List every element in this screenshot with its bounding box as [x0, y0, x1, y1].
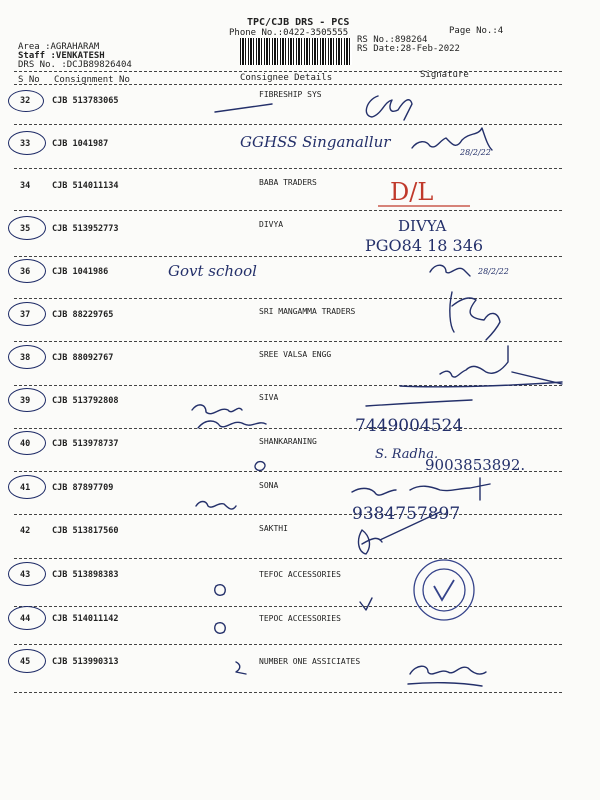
row-consignment: CJB 513817560	[52, 526, 119, 536]
drs-number: DRS No. :DCJB89826404	[18, 60, 132, 70]
row-consignment: CJB 1041987	[52, 139, 109, 149]
signature-scribble	[198, 421, 266, 428]
row-sno: 33	[20, 139, 31, 149]
handwritten-number: 9384757897	[352, 504, 461, 524]
row-consignee: DIVYA	[259, 220, 284, 229]
signature-scribble	[366, 400, 472, 406]
phone-number: Phone No.:0422-3505555	[229, 28, 349, 38]
signature-scribble	[192, 405, 242, 414]
row-sno: 43	[20, 570, 31, 580]
signature-scribble	[215, 623, 226, 634]
signature-scribble	[440, 346, 562, 384]
row-consignment: CJB 513978737	[52, 439, 119, 449]
signature-scribble	[412, 128, 492, 150]
row-consignment: CJB 513990313	[52, 657, 119, 667]
row-consignee: SHANKARANING	[259, 437, 317, 446]
row-sno: 37	[20, 310, 31, 320]
row-consignment: CJB 514011134	[52, 181, 119, 191]
row-consignee: FIBRESHIP SYS	[259, 90, 322, 99]
signature-scribble	[400, 382, 562, 387]
document-title: TPC/CJB DRS - PCS	[247, 17, 350, 28]
column-signature: Signature	[420, 70, 469, 80]
row-sno: 44	[20, 614, 31, 624]
row-consignment: CJB 513792808	[52, 396, 119, 406]
signature-scribble	[359, 512, 440, 554]
handwritten-name: S. Radha.	[375, 447, 439, 462]
row-sno: 35	[20, 224, 31, 234]
signature-scribble	[450, 292, 500, 340]
staff-label: Staff :VENKATESH	[18, 51, 105, 61]
row-consignment: CJB 514011142	[52, 614, 119, 624]
row-sno: 38	[20, 353, 31, 363]
handwritten-number: 9003853892.	[425, 456, 526, 474]
row-sno: 34	[20, 181, 31, 191]
signature-scribble	[196, 502, 236, 510]
rs-date: RS Date:28-Feb-2022	[357, 44, 460, 54]
signature-scribble	[255, 462, 265, 471]
row-consignee: SREE VALSA ENGG	[259, 350, 332, 359]
handwritten-name: Govt school	[168, 262, 257, 280]
row-consignment: CJB 88229765	[52, 310, 114, 320]
signature-scribble	[215, 585, 226, 596]
row-consignment: CJB 1041986	[52, 267, 109, 277]
column-consignment: Consignment No	[54, 75, 130, 85]
signature-scribble	[215, 104, 272, 112]
row-consignee: NUMBER ONE ASSICIATES	[259, 657, 361, 666]
row-consignment: CJB 513952773	[52, 224, 119, 234]
row-consignment: CJB 513783065	[52, 96, 119, 106]
row-consignment: CJB 88092767	[52, 353, 114, 363]
area-label: Area :AGRAHARAM	[18, 42, 100, 52]
signature-scribble	[360, 598, 372, 610]
row-sno: 41	[20, 483, 31, 493]
signature-scribble	[352, 478, 490, 500]
row-consignment: CJB 513898383	[52, 570, 119, 580]
handwritten-date: 28/2/22	[478, 267, 509, 276]
row-sno: 45	[20, 657, 31, 667]
handwritten-mark: D/L	[390, 178, 434, 206]
row-sno: 40	[20, 439, 31, 449]
row-consignee: SONA	[259, 481, 279, 490]
signature-scribble	[236, 662, 246, 674]
row-consignment: CJB 87897709	[52, 483, 114, 493]
rs-number: RS No.:898264	[357, 35, 428, 45]
handwritten-number: 7449004524	[355, 416, 464, 436]
signature-scribble	[430, 265, 470, 276]
row-consignee: TEPOC ACCESSORIES	[259, 614, 341, 623]
page-number: Page No.:4	[449, 26, 504, 36]
row-consignee: TEFOC ACCESSORIES	[259, 570, 341, 579]
column-consignee: Consignee Details	[240, 73, 333, 83]
column-sno: S No	[18, 75, 40, 85]
signature-scribble	[408, 666, 486, 686]
handwritten-name: GGHSS Singanallur	[240, 133, 391, 151]
row-consignee: BABA TRADERS	[259, 178, 317, 187]
handwritten-date: 28/2/22	[460, 148, 491, 157]
row-consignee: SIVA	[259, 393, 279, 402]
row-sno: 32	[20, 96, 31, 106]
handwritten-name: DIVYA	[398, 217, 447, 235]
row-consignee: SRI MANGAMMA TRADERS	[259, 307, 356, 316]
signature-scribble	[366, 96, 412, 120]
row-sno: 36	[20, 267, 31, 277]
row-consignee: SAKTHI	[259, 524, 288, 533]
row-sno: 42	[20, 526, 31, 536]
row-sno: 39	[20, 396, 31, 406]
handwritten-number: PGO84 18 346	[365, 236, 484, 255]
